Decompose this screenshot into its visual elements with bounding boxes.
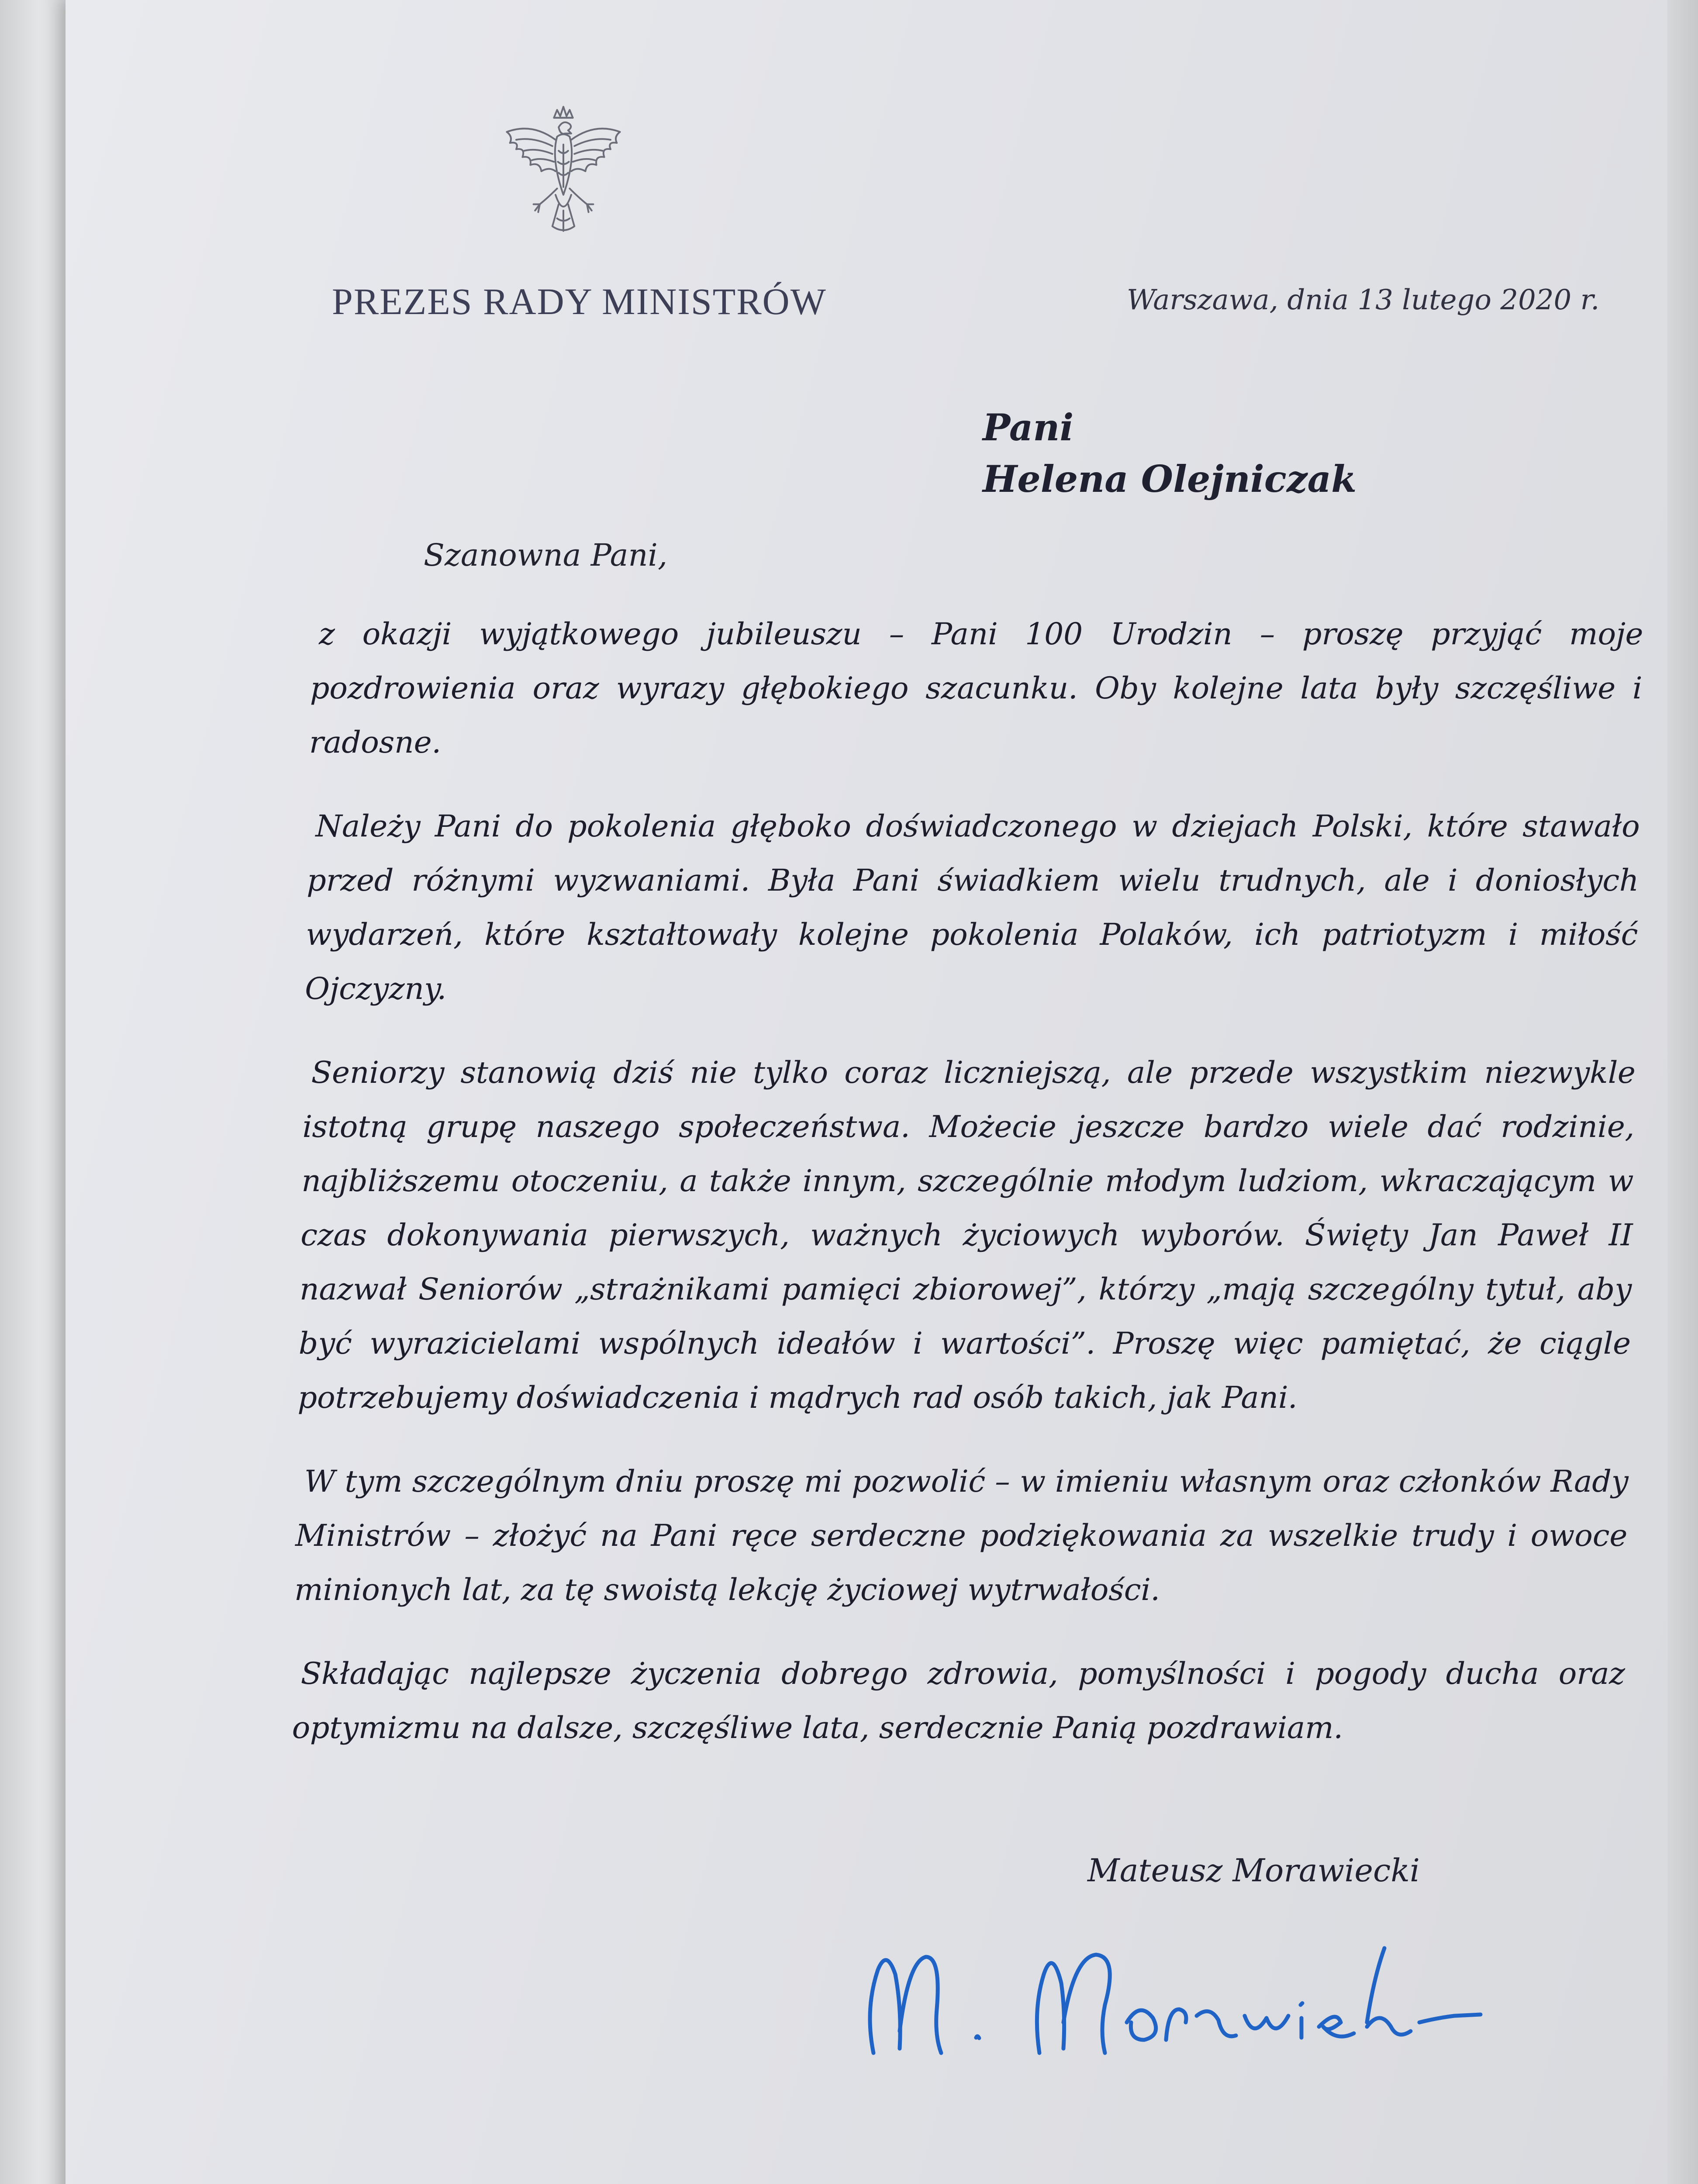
recipient-name: Helena Olejniczak	[983, 457, 1357, 501]
book-left-edge	[0, 0, 66, 2184]
polish-eagle-emblem-icon	[485, 100, 642, 258]
paragraph-2: Należy Pani do pokolenia głęboko doświadczonego w dziejach Polski, które stawało przed różnymi wyzwaniami. Była Pani świadkiem wielu trudnych, ale i doniosłych wydarzeń, które kształtowały kolejne pokolenia Polaków, ich patriotyzm i miłość Ojczyzny.	[304, 809, 1640, 1006]
signer-name: Mateusz Morawiecki	[1087, 1852, 1420, 1889]
recipient-title: Pani	[983, 406, 1074, 449]
handwritten-signature-icon	[860, 1922, 1655, 2062]
paragraph-1: z okazji wyjątkowego jubileuszu – Pani 100 Urodzin – proszę przyjąć moje pozdrowienia oraz wyrazy głębokiego szacunku. Oby kolejne lata były szczęśliwe i radosne.	[309, 617, 1644, 760]
letter-body	[291, 607, 1643, 1785]
book-right-edge	[1667, 0, 1698, 2184]
letter-date: Warszawa, dnia 13 lutego 2020 r.	[1127, 284, 1600, 316]
paragraph-5: Składając najlepsze życzenia dobrego zdrowia, pomyślności i pogody ducha oraz optymizmu na dalsze, szczęśliwe lata, serdecznie Panią pozdrawiam.	[292, 1656, 1626, 1745]
letter-page	[66, 0, 1698, 2184]
paragraph-4: W tym szczególnym dniu proszę mi pozwolić – w imieniu własnym oraz członków Rady Ministrów – złożyć na Pani ręce serdeczne podziękowania za wszelkie trudy i owoce minionych lat, za tę swoistą lekcję życiowej wytrwałości.	[294, 1464, 1629, 1607]
salutation: Szanowna Pani,	[424, 537, 668, 573]
office-title: PREZES RADY MINISTRÓW	[332, 280, 827, 322]
paragraph-3: Seniorzy stanowią dziś nie tylko coraz liczniejszą, ale przede wszystkim niezwykle istotną grupę naszego społeczeństwa. Możecie jeszcze bardzo wiele dać rodzinie, najbliższemu otoczeniu, a także innym, szczególnie młodym ludziom, wkraczającym w czas dokonywania pierwszych, ważnych życiowych wyborów. Święty Jan Paweł II nazwał Seniorów „strażnikami pamięci zbiorowej”, którzy „mają szczególny tytuł, aby być wyrazicielami wspólnych ideałów i wartości”. Proszę więc pamiętać, że ciągle potrzebujemy doświadczenia i mądrych rad osób takich, jak Pani.	[297, 1055, 1636, 1415]
recipient-block	[983, 402, 1356, 505]
